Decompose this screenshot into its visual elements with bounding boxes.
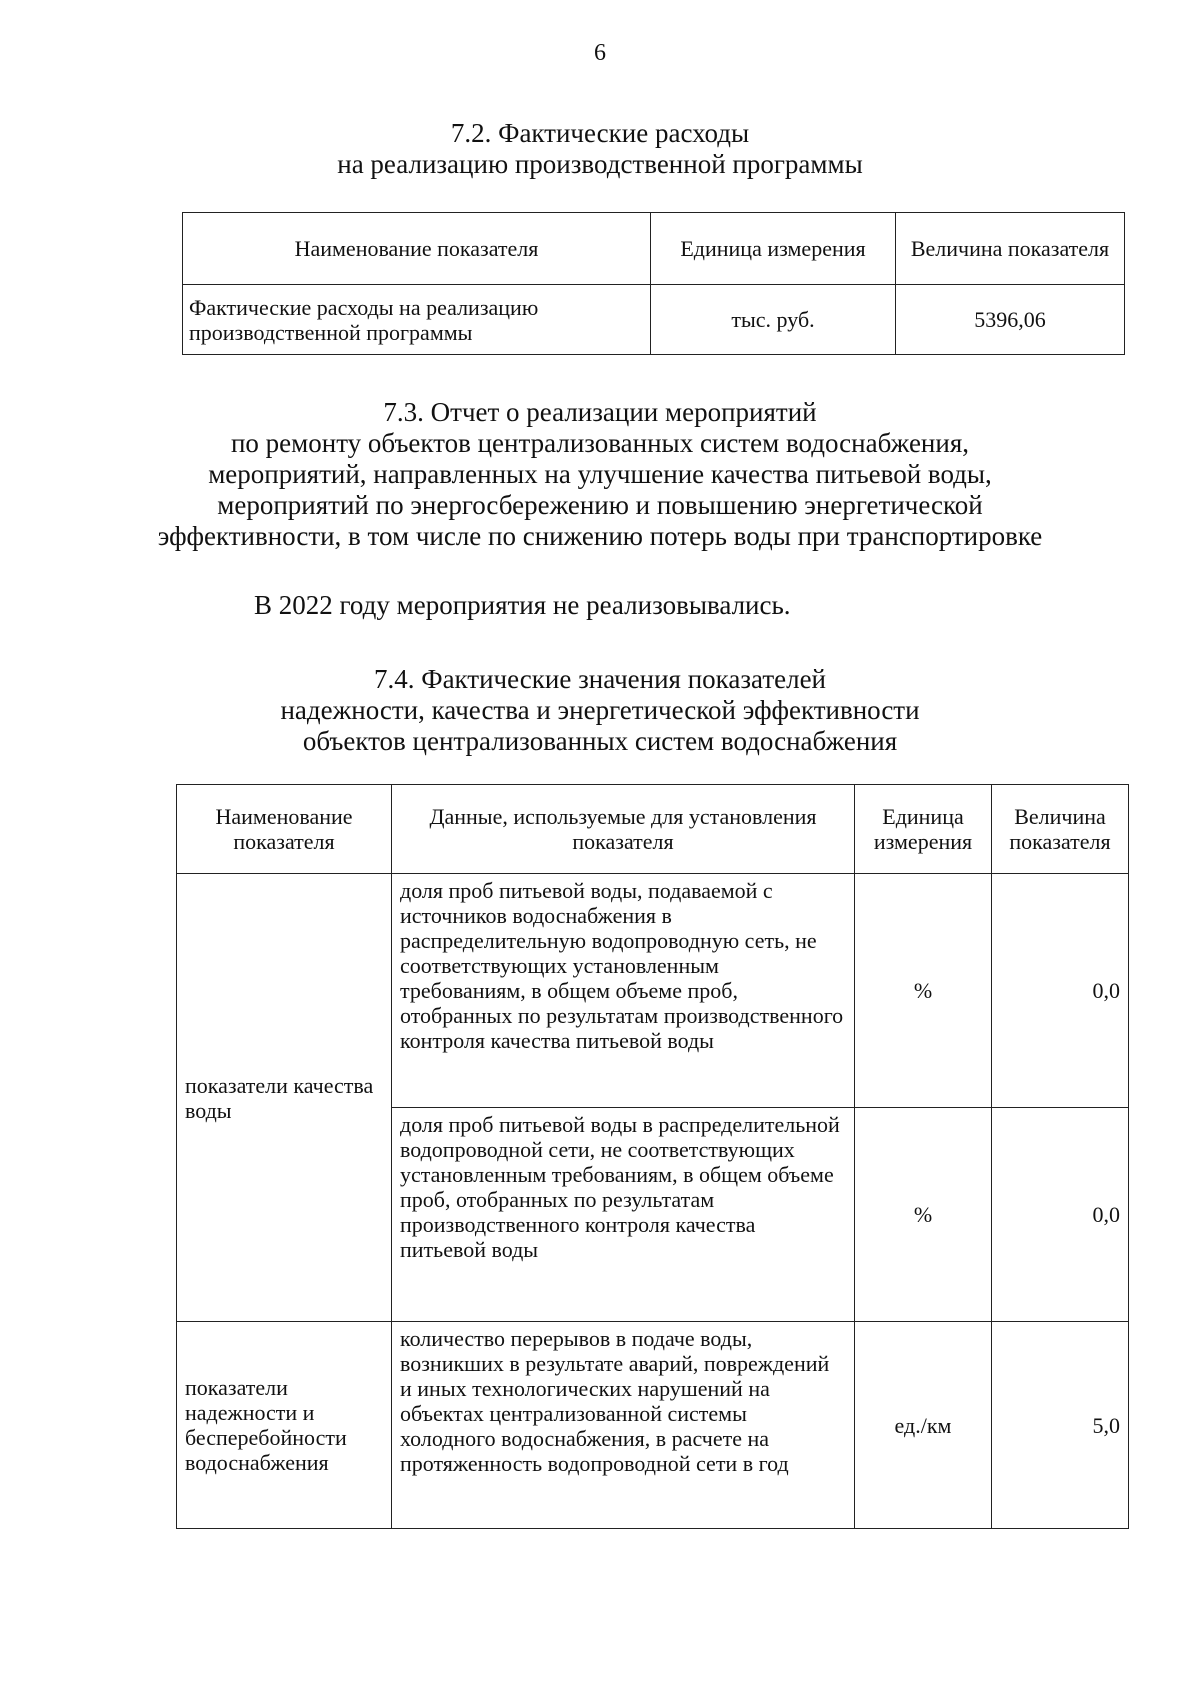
table-header-row <box>183 213 1125 285</box>
row-data: доля проб питьевой воды, подаваемой с источников водоснабжения в распределительную водопроводную сеть, не соответствующих установленным требованиям, в общем объеме проб, отобранных по результатам производственного контроля качества питьевой воды <box>392 874 855 1108</box>
section-7-4-title <box>0 664 1200 757</box>
row-value: 5396,06 <box>896 285 1125 355</box>
row-value: 5,0 <box>992 1322 1129 1529</box>
row-data: доля проб питьевой воды в распределительной водопроводной сети, не соответствующих установленным требованиям, в общем объеме проб, отобранных по результатам производственного контроля качества питьевой воды <box>392 1108 855 1322</box>
table-row <box>177 874 1129 1108</box>
header-name: Наименование показателя <box>177 785 392 874</box>
table-row <box>183 285 1125 355</box>
title-line: 7.4. Фактические значения показателей <box>373 664 827 694</box>
title-line: мероприятий, направленных на улучшение качества питьевой воды, <box>208 459 992 489</box>
header-data: Данные, используемые для установления показателя <box>392 785 855 874</box>
group-name-water-quality: показатели качества воды <box>177 874 392 1322</box>
section-7-2-title <box>0 118 1200 180</box>
row-unit: % <box>855 874 992 1108</box>
header-value: Величина показателя <box>896 213 1125 285</box>
title-line: 7.3. Отчет о реализации мероприятий <box>383 397 817 427</box>
table-header-row <box>177 785 1129 874</box>
header-name: Наименование показателя <box>183 213 651 285</box>
header-value: Величина показателя <box>992 785 1129 874</box>
table-row <box>177 1322 1129 1529</box>
row-unit: тыс. руб. <box>651 285 896 355</box>
row-unit: % <box>855 1108 992 1322</box>
section-7-3-title <box>0 397 1200 552</box>
row-data: количество перерывов в подаче воды, возникших в результате аварий, повреждений и иных технологических нарушений на объектах централизованной системы холодного водоснабжения, в расчете на протяженность водопроводной сети в год <box>392 1322 855 1529</box>
row-name: Фактические расходы на реализацию производственной программы <box>183 285 651 355</box>
title-line: эффективности, в том числе по снижению потерь воды при транспортировке <box>157 521 1043 551</box>
row-unit: ед./км <box>855 1322 992 1529</box>
indicators-table <box>176 784 1129 1529</box>
row-value: 0,0 <box>992 1108 1129 1322</box>
no-measures-paragraph: В 2022 году мероприятия не реализовывались. <box>254 590 791 620</box>
title-line: 7.2. Фактические расходы <box>450 118 750 148</box>
title-line: на реализацию производственной программы <box>337 149 863 179</box>
group-name-reliability: показатели надежности и бесперебойности водоснабжения <box>177 1322 392 1529</box>
title-line: по ремонту объектов централизованных систем водоснабжения, <box>230 428 970 458</box>
title-line: надежности, качества и энергетической эффективности <box>280 695 920 725</box>
expenses-table <box>182 212 1125 355</box>
header-unit: Единица измерения <box>855 785 992 874</box>
page-number: 6 <box>594 40 606 66</box>
row-value: 0,0 <box>992 874 1129 1108</box>
title-line: мероприятий по энергосбережению и повышению энергетической <box>217 490 983 520</box>
title-line: объектов централизованных систем водоснабжения <box>302 726 898 756</box>
header-unit: Единица измерения <box>651 213 896 285</box>
